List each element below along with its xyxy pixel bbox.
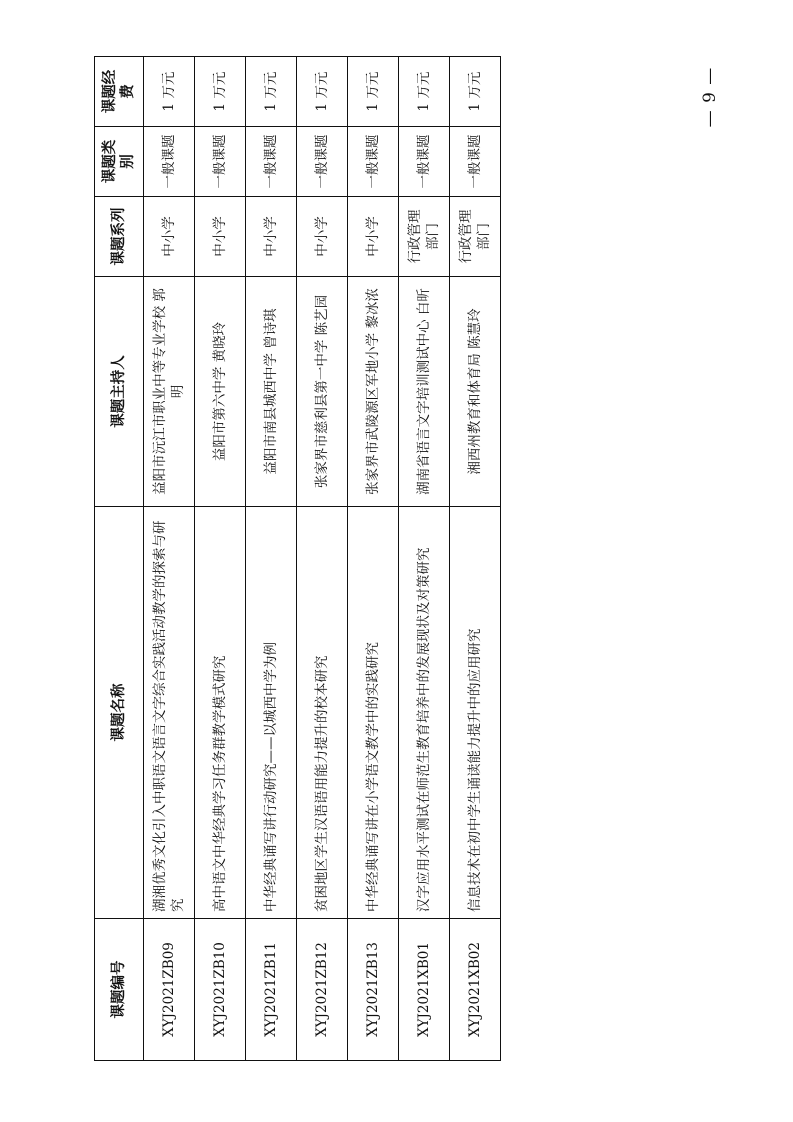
table-header-row [95,57,144,1061]
page-number: — 9 — [700,66,720,128]
table-row [297,57,348,1061]
cell-id: XYJ2021ZB11 [246,919,297,1061]
cell-funding: 1 万元 [144,57,195,127]
cell-funding: 1 万元 [246,57,297,127]
cell-category: 一般课题 [246,127,297,197]
cell-title: 中华经典诵写讲行动研究——以城西中学为例 [246,507,297,919]
table-row [195,57,246,1061]
cell-host: 张家界市慈利县第一中学 陈艺园 [297,277,348,507]
cell-title: 信息技术在初中学生诵读能力提升中的应用研究 [450,507,501,919]
header-host: 课题主持人 [95,277,144,507]
cell-category: 一般课题 [144,127,195,197]
cell-id: XYJ2021ZB13 [348,919,399,1061]
cell-id: XYJ2021ZB10 [195,919,246,1061]
cell-series: 行政管理部门 [450,197,501,277]
cell-series: 中小学 [144,197,195,277]
cell-title: 中华经典诵写讲在小学语文教学中的实践研究 [348,507,399,919]
table-row [348,57,399,1061]
cell-series: 中小学 [348,197,399,277]
cell-funding: 1 万元 [297,57,348,127]
table-row [246,57,297,1061]
cell-id: XYJ2021XB01 [399,919,450,1061]
header-funding: 课题经费 [95,57,144,127]
cell-title: 汉字应用水平测试在师范生教育培养中的发展现状及对策研究 [399,507,450,919]
cell-category: 一般课题 [450,127,501,197]
header-title: 课题名称 [95,507,144,919]
cell-title: 高中语文中华经典学习任务群教学模式研究 [195,507,246,919]
cell-title: 贫困地区学生汉语语用能力提升的校本研究 [297,507,348,919]
cell-host: 张家界市武陵源区军地小学 黎冰浓 [348,277,399,507]
header-id: 课题编号 [95,919,144,1061]
cell-series: 行政管理部门 [399,197,450,277]
cell-series: 中小学 [246,197,297,277]
table-row [144,57,195,1061]
cell-category: 一般课题 [348,127,399,197]
cell-series: 中小学 [297,197,348,277]
cell-funding: 1 万元 [195,57,246,127]
cell-host: 益阳市第六中学 黄晓玲 [195,277,246,507]
table-row [450,57,501,1061]
cell-host: 湖南省语言文字培训测试中心 白昕 [399,277,450,507]
cell-funding: 1 万元 [348,57,399,127]
cell-id: XYJ2021ZB12 [297,919,348,1061]
project-table [94,56,501,1061]
cell-category: 一般课题 [297,127,348,197]
cell-funding: 1 万元 [399,57,450,127]
table-row [399,57,450,1061]
cell-funding: 1 万元 [450,57,501,127]
cell-category: 一般课题 [399,127,450,197]
cell-category: 一般课题 [195,127,246,197]
cell-host: 益阳市南县城西中学 曾诗琪 [246,277,297,507]
cell-series: 中小学 [195,197,246,277]
cell-id: XYJ2021XB02 [450,919,501,1061]
cell-id: XYJ2021ZB09 [144,919,195,1061]
header-category: 课题类别 [95,127,144,197]
header-series: 课题系列 [95,197,144,277]
cell-title: 湖湘优秀文化引入中职语文语言文字综合实践活动教学的探索与研究 [144,507,195,919]
cell-host: 益阳市沅江市职业中等专业学校 郭明 [144,277,195,507]
cell-host: 湘西州教育和体育局 陈慧玲 [450,277,501,507]
